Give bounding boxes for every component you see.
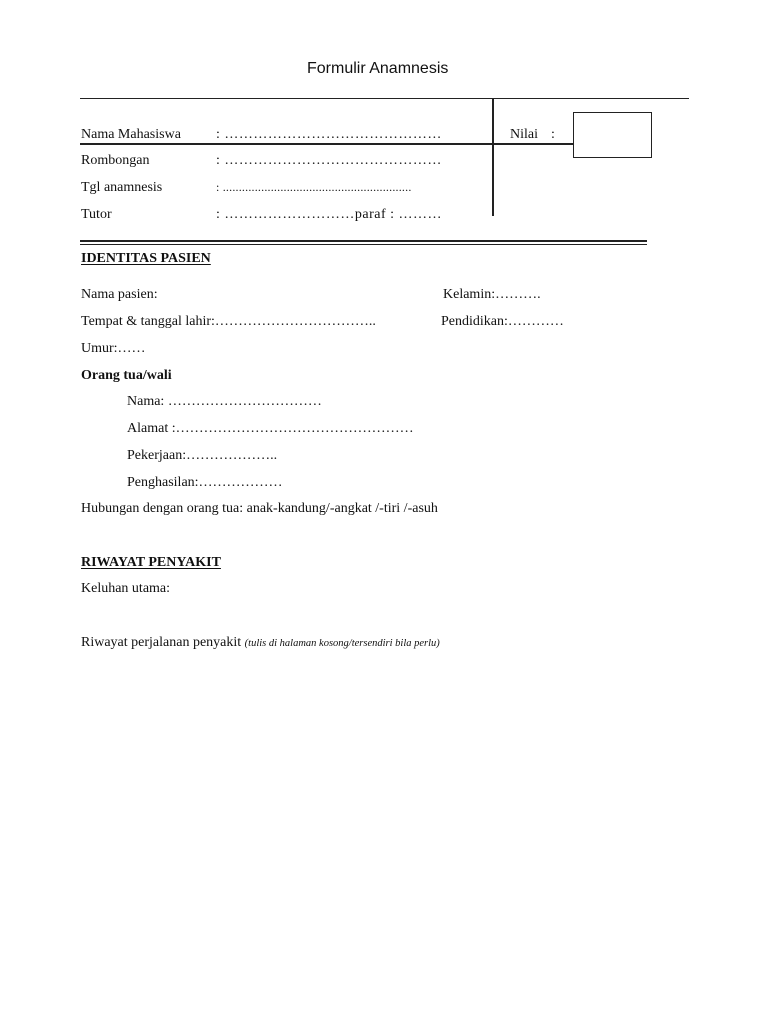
- rombongan-field[interactable]: : ………………………………………: [216, 153, 442, 168]
- wali-penghasilan-field[interactable]: Penghasilan:………………: [127, 475, 283, 490]
- double-rule-bottom: [80, 244, 647, 245]
- umur-field[interactable]: Umur:……: [81, 341, 146, 356]
- riwayat-perjalanan-label: [81, 635, 440, 651]
- kelamin-field[interactable]: Kelamin:……….: [443, 287, 541, 302]
- riwayat-perjalanan-text: Riwayat perjalanan penyakit: [81, 635, 242, 650]
- tgl-anamnesis-label: Tgl anamnesis: [81, 180, 163, 195]
- rombongan-label: Rombongan: [81, 153, 150, 168]
- tgl-anamnesis-field[interactable]: : ...........................................................: [216, 180, 412, 194]
- nama-pasien-field[interactable]: Nama pasien:: [81, 287, 158, 302]
- pendidikan-field[interactable]: Pendidikan:…………: [441, 314, 564, 329]
- tempat-tanggal-lahir-field[interactable]: Tempat & tanggal lahir:……………………………..: [81, 314, 376, 329]
- wali-pekerjaan-field[interactable]: Pekerjaan:………………..: [127, 448, 278, 463]
- double-rule-top: [80, 240, 647, 242]
- nilai-colon: :: [551, 127, 555, 142]
- nilai-box[interactable]: [573, 112, 652, 158]
- riwayat-perjalanan-note: (tulis di halaman kosong/tersendiri bila perlu): [244, 638, 440, 649]
- wali-nama-field[interactable]: Nama: ……………………………: [127, 394, 322, 409]
- tutor-field[interactable]: : ………………………paraf : ………: [216, 207, 443, 222]
- nama-mahasiswa-label: Nama Mahasiswa: [81, 127, 181, 142]
- page-title: Formulir Anamnesis: [307, 60, 449, 77]
- riwayat-heading: RIWAYAT PENYAKIT: [81, 555, 221, 570]
- wali-alamat-field[interactable]: Alamat :……………………………………………: [127, 421, 414, 436]
- identitas-heading: IDENTITAS PASIEN: [81, 251, 211, 266]
- nilai-label: Nilai: [510, 127, 538, 142]
- hubungan-field[interactable]: Hubungan dengan orang tua: anak-kandung/-angkat /-tiri /-asuh: [81, 501, 438, 516]
- header-top-rule: [80, 98, 689, 99]
- orang-tua-heading: Orang tua/wali: [81, 368, 172, 383]
- tutor-label: Tutor: [81, 207, 112, 222]
- header-vertical-rule: [492, 98, 494, 216]
- nama-mahasiswa-field[interactable]: : ………………………………………: [216, 127, 442, 142]
- header-mid-rule: [80, 143, 574, 145]
- keluhan-utama-field[interactable]: Keluhan utama:: [81, 581, 171, 596]
